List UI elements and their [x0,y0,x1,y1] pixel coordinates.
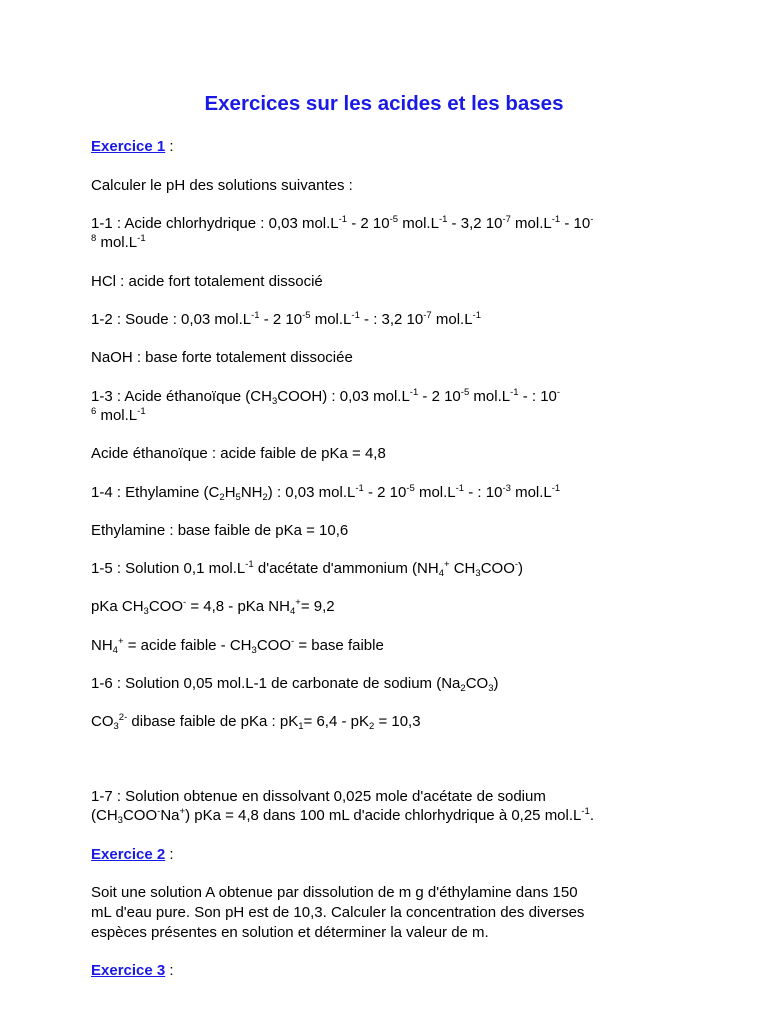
question-1-1-continued: $^8$ $mol.L^{-1}$ [91,233,146,251]
exercise-2-link[interactable]: Exercice 2 [91,846,166,863]
nh4-line: $NH_4^+$ = acide faible - $CH_3COO^-$ = base faible [91,636,384,656]
exercise-2-line-1: Soit une solution A obtenue par dissolution de m g d'éthylamine dans 150 [91,884,578,901]
note-hcl: HCl : acide fort totalement dissocié [91,273,323,290]
note-naoh: NaOH : base forte totalement dissociée [91,349,353,366]
note-acide-ethanoique: Acide éthanoïque : acide faible de pKa = 4,8 [91,445,386,462]
question-1-6: 1-6 : Solution 0,05 mol.L-1 de carbonate de sodium $(Na_2CO_3)$ [91,675,499,694]
exercise-1-intro: Calculer le pH des solutions suivantes : [91,177,353,194]
exercise-3-link[interactable]: Exercice 3 [91,962,166,979]
pka-line: pKa $CH_3COO^- = 4,8$ - pKa $NH_4^+= 9,2$ [91,597,335,617]
question-1-5: 1-5 : Solution 0,1 $mol.L^{-1}$ d'acétate d'ammonium ($NH_4^+$ $CH_3COO^-$) [91,559,524,579]
question-1-1: 1-1 : Acide chlorhydrique : 0,03 $mol.L^{-1} - 2$ $10^{-5}$ $mol.L^{-1} - 3,2$ $10^{-7}$ $mol.L^{-1} - 10^-$ [91,214,594,232]
question-1-3: 1-3 : Acide éthanoïque $(CH_3COOH)$ : 0,03 $mol.L^{-1} - 2$ $10^{-5}$ $mol.L^{-1}$ - : 10- [91,387,561,407]
question-1-3-continued: $^6$ $mol.L^{-1}$ [91,406,146,424]
question-1-7: 1-7 : Solution obtenue en dissolvant 0,025 mole d'acétate de sodium [91,788,546,805]
question-1-7-continued: $(CH_3COO^-Na^+)$ pKa = 4,8 dans 100 mL d'acide chlorhydrique à 0,25 $mol.L^{-1}$. [91,806,594,826]
page-title: Exercices sur les acides et les bases [204,92,564,115]
co3-line: $CO_3^{2-}$ dibase faible de pKa : $pK_1= 6,4 - pK_2 = 10,3$ [91,712,421,732]
question-1-4: 1-4 : Ethylamine $(C_2H_5NH_2)$ : 0,03 $mol.L^{-1} - 2$ $10^{-5}$ $mol.L^{-1}$ - : $10^{-3}$ $mol.L^{-1}$ [91,483,561,503]
exercise-2-heading: Exercice 2 : [91,846,174,863]
exercise-3-heading: Exercice 3 : [91,962,174,979]
note-ethylamine: Ethylamine : base faible de pKa = 10,6 [91,522,349,539]
exercise-1-link[interactable]: Exercice 1 [91,138,166,155]
exercise-2-line-3: espèces présentes en solution et déterminer la valeur de m. [91,924,489,941]
exercise-2-line-2: mL d'eau pure. Son pH est de 10,3. Calculer la concentration des diverses [91,904,585,921]
question-1-2: 1-2 : Soude : 0,03 $mol.L^{-1} - 2$ $10^{-5}$ $mol.L^{-1}$ - : 3,2 $10^{-7}$ $mol.L^{-1}$ [91,310,481,328]
exercise-1-heading: Exercice 1 : [91,138,174,155]
